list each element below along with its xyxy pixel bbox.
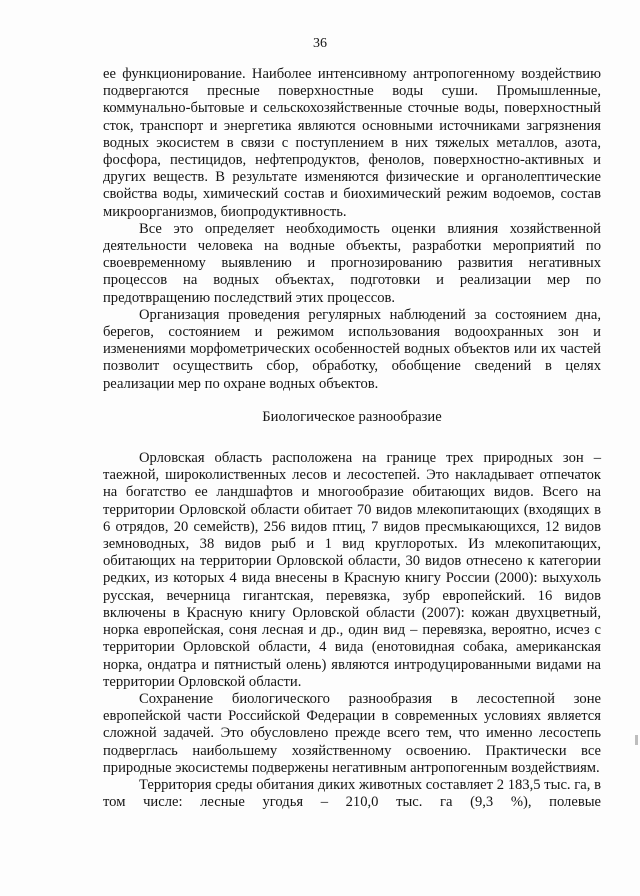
page-number: 36 bbox=[313, 36, 327, 51]
scan-edge-mark bbox=[635, 735, 638, 745]
section-heading: Биологическое разнообразие bbox=[262, 408, 442, 425]
paragraph-assessment-need: Все это определяет необходимость оценки влияния хозяйственной деятельности человека на водные объекты, разработки мероприятий по своевременному выявлению и прогнозированию развития негативных процессов на водных объектах, подготовки и реализации мер по предотвращению последствий этих процессов. bbox=[103, 220, 601, 306]
paragraph-oryol-fauna: Орловская область расположена на границе трех природных зон – таежной, широколиственных лесов и лесостепей. Это накладывает отпечаток на богатство ее ландшафтов и многообразие обитающих видов. Всего на территории Орловской области обитает 70 видов млекопитающих (входящих в 6 отрядов, 20 семейств), 256 видов птиц, 7 видов пресмыкающихся, 12 видов земноводных, 38 видов рыб и 1 вид круглоротых. Из млекопитающих, обитающих на территории Орловской области, 30 видов отнесено к категории редких, из которых 4 вида внесены в Красную книгу России (2000): выхухоль русская, вечерница гигантская, перевязка, зубр европейский. 16 видов включены в Красную книгу Орловской области (2007): кожан двухцветный, норка европейская, соня лесная и др., один вид – перевязка, вероятно, исчез с территории Орловской области, 4 вида (енотовидная собака, американская норка, ондатра и пятнистый олень) являются интродуцированными видами на территории Орловской области. bbox=[103, 450, 601, 690]
paragraph-habitat-area: Территория среды обитания диких животных составляет 2 183,5 тыс. га, в том числе: лесные угодья – 210,0 тыс. га (9,3 %), полевые bbox=[103, 776, 601, 811]
document-body bbox=[103, 66, 601, 811]
paragraph-biodiversity-conservation: Сохранение биологического разнообразия в лесостепной зоне европейской части Российской Федерации в современных условиях является сложной задачей. Это обусловлено прежде всего тем, что именно лесостепь подверглась наибольшему хозяйственному освоению. Практически все природные экосистемы подвержены негативным антропогенным воздействиям. bbox=[103, 690, 601, 776]
paragraph-monitoring: Организация проведения регулярных наблюдений за состоянием дна, берегов, состоянием и режимом использования водоохранных зон и изменениями морфометрических особенностей водных объектов или их частей позволит осуществить сбор, обработку, обобщение сведений в целях реализации мер по охране водных объектов. bbox=[103, 306, 601, 392]
paragraph-water-impact: ее функционирование. Наиболее интенсивному антропогенному воздействию подвергаются пресные поверхностные воды суши. Промышленные, коммунально-бытовые и сельскохозяйственные сточные воды, поверхностный сток, транспорт и энергетика являются основными источниками загрязнения водных экосистем в связи с поступлением в них тяжелых металлов, азота, фосфора, пестицидов, нефтепродуктов, фенолов, поверхностно-активных и других веществ. В результате изменяются физические и органолептические свойства воды, химический состав и биохимический режим водоемов, состав микроорганизмов, биопродуктивность. bbox=[103, 66, 601, 220]
